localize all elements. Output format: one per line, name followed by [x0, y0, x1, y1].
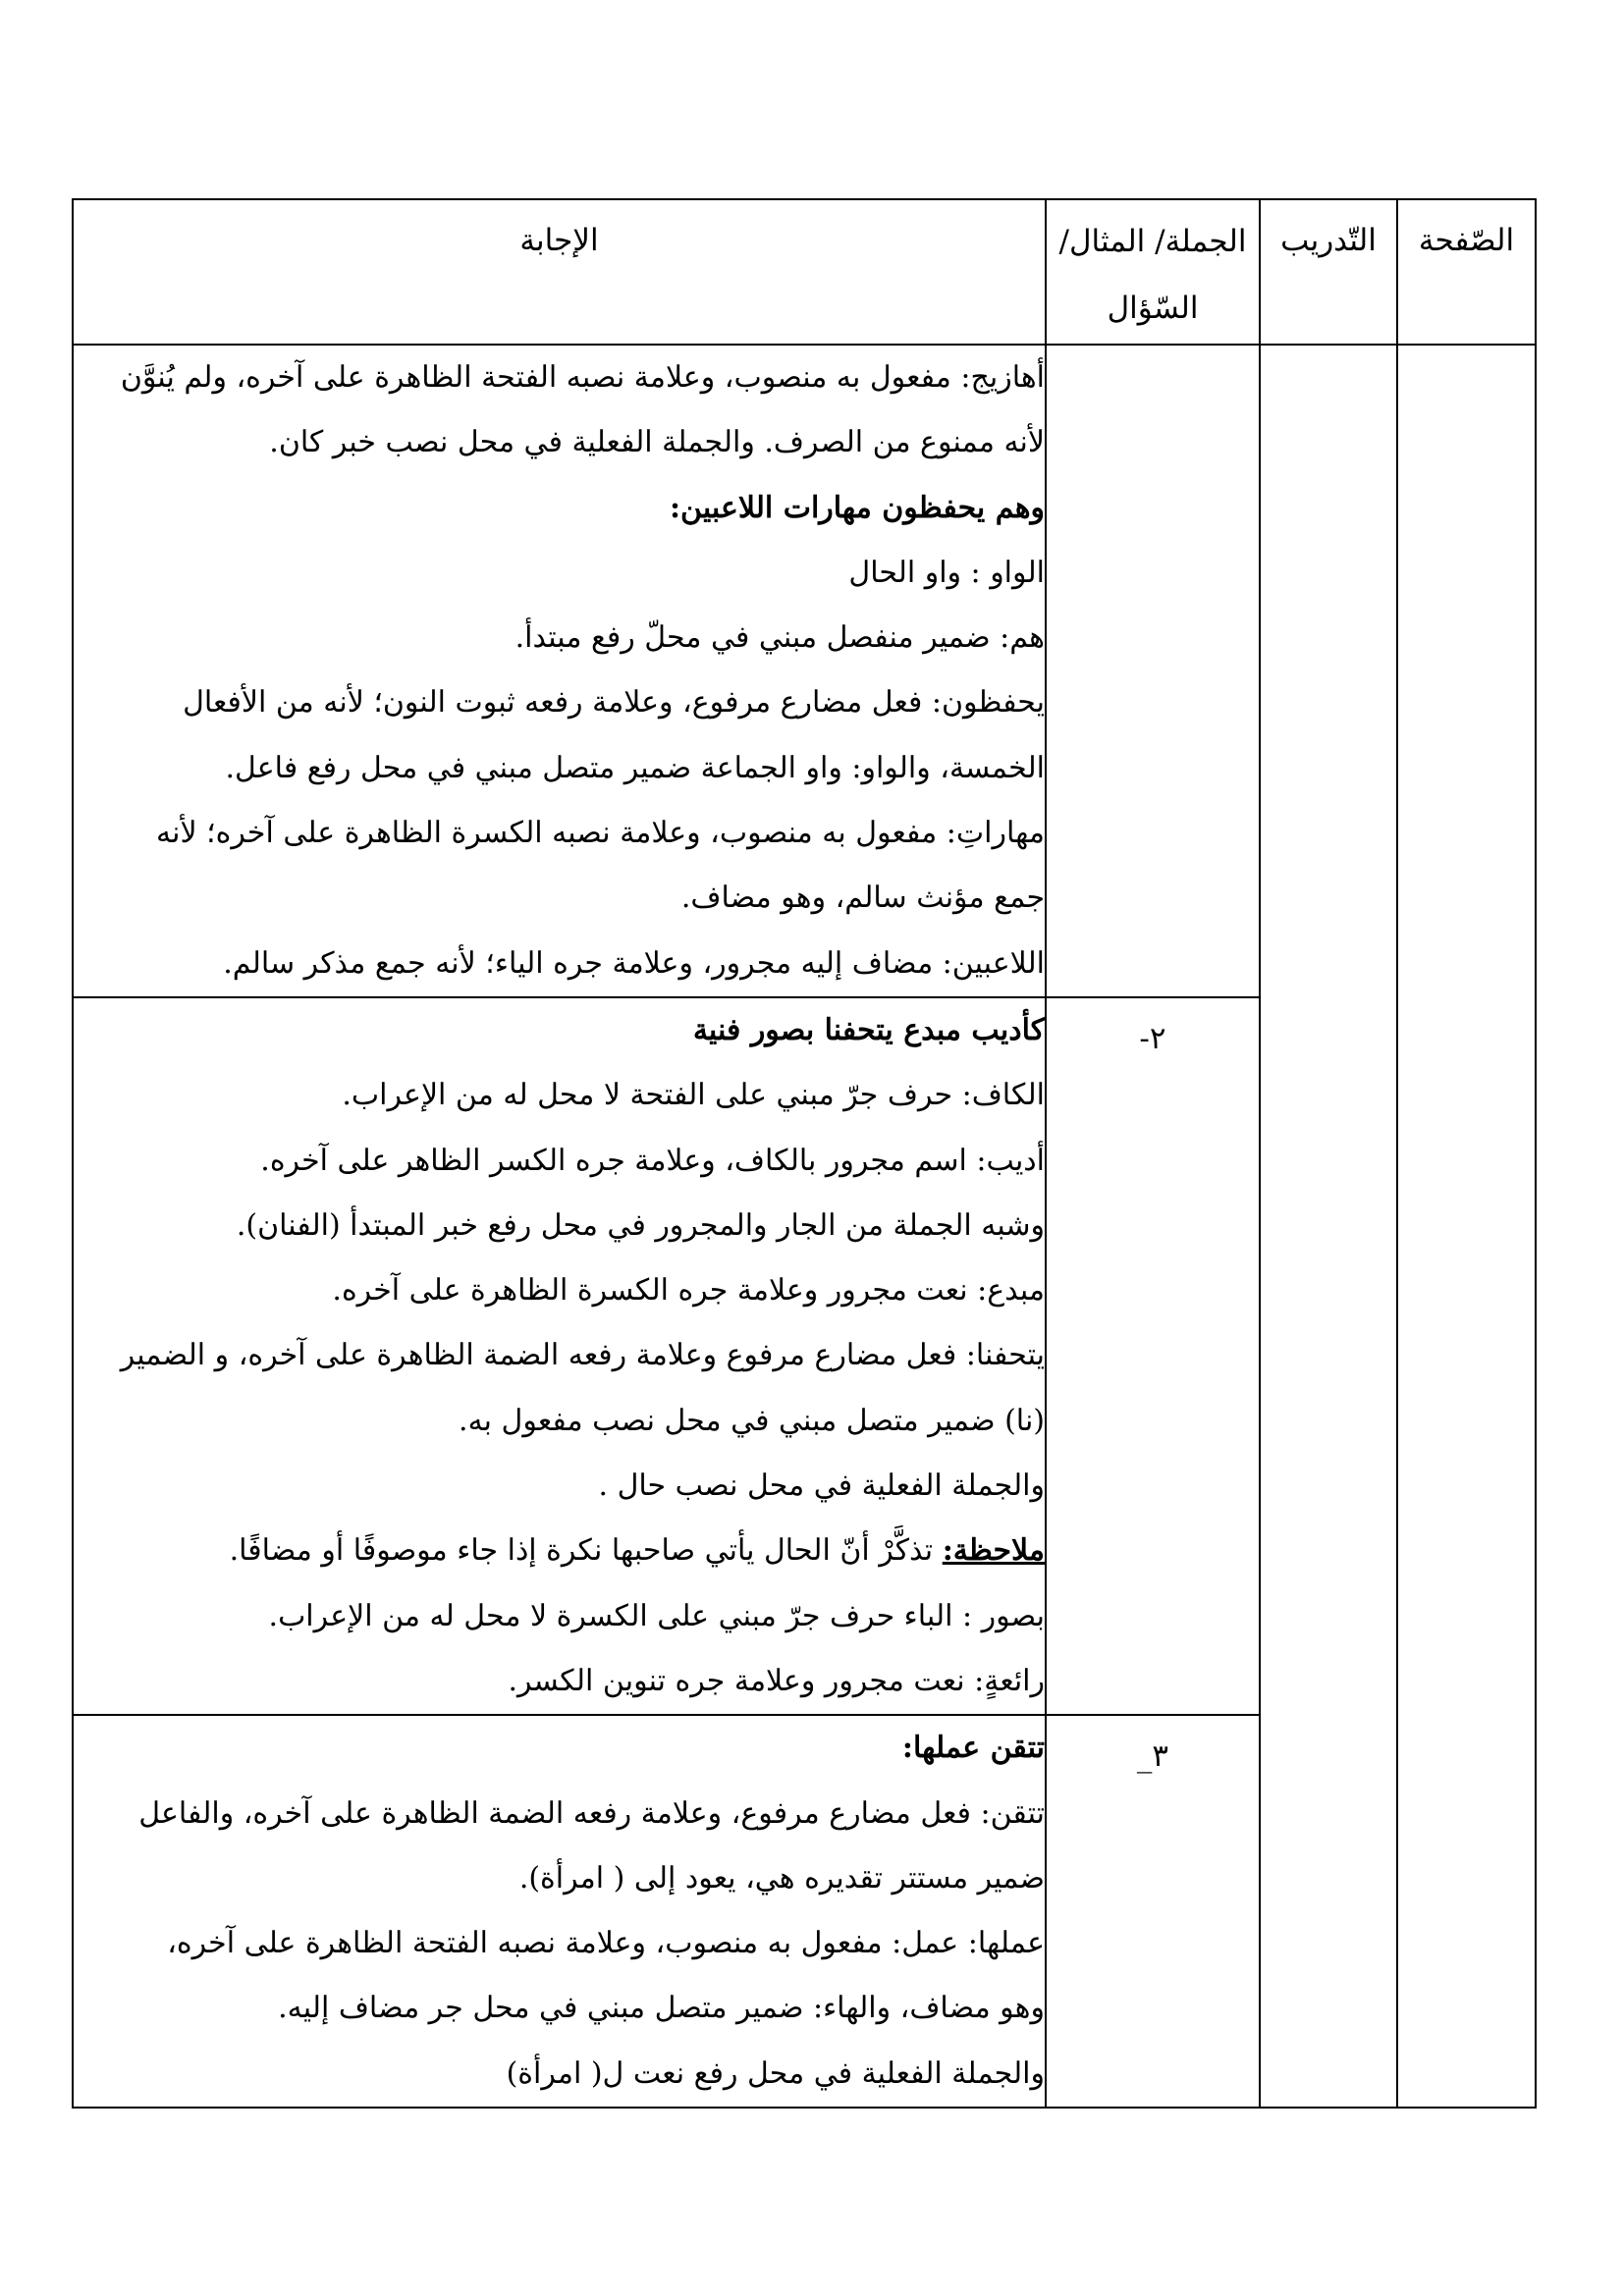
note-text: تذكَّرْ أنّ الحال يأتي صاحبها نكرة إذا جاء موصوفًا أو مضافًا. [229, 1533, 934, 1569]
answer-line [74, 1519, 1045, 1583]
answer-line: جمع مؤنث سالم، وهو مضاف. [680, 881, 1045, 916]
answer-line: يتحفنا: فعل مضارع مرفوع وعلامة رفعه الضمة الظاهرة على آخره، و الضمير [120, 1338, 1045, 1373]
question-number-cell [1046, 345, 1260, 997]
answer-line: وهم يحفظون مهارات اللاعبين: [669, 490, 1045, 525]
answer-line: مبدع: نعت مجرور وعلامة جره الكسرة الظاهرة على آخره. [332, 1273, 1045, 1308]
answer-line: أديب: اسم مجرور بالكاف، وعلامة جره الكسر الظاهر على آخره. [260, 1143, 1045, 1178]
question-number: ٣_ [1136, 1738, 1169, 1775]
question-number: ٢- [1139, 1020, 1166, 1056]
answer-line: بصور : الباء حرف جرّ مبني على الكسرة لا محل له من الإعراب. [268, 1598, 1045, 1633]
question-number [1047, 346, 1259, 353]
answer-line: تتقن: فعل مضارع مرفوع، وعلامة رفعه الضمة الظاهرة على آخره، والفاعل [138, 1795, 1045, 1831]
answer-line: تتقن عملها: [901, 1731, 1045, 1766]
question-number-cell [1046, 1715, 1260, 2108]
answer-line: يحفظون: فعل مضارع مرفوع، وعلامة رفعه ثبوت النون؛ لأنه من الأفعال [183, 685, 1045, 721]
answer-line: عملها: عمل: مفعول به منصوب، وعلامة نصبه الفتحة الظاهرة على آخره، [167, 1926, 1045, 1961]
answer-line: أهازيج: مفعول به منصوب، وعلامة نصبه الفتحة الظاهرة على آخره، ولم يُنوَّن [120, 360, 1045, 395]
header-row [73, 199, 1536, 345]
answer-line: كأديب مبدع يتحفنا بصور فنية [692, 1012, 1045, 1047]
answer-line: هم: ضمير منفصل مبني في محلّ رفع مبتدأ. [514, 620, 1045, 656]
answer-cell [73, 1715, 1046, 2108]
question-number-cell [1046, 997, 1260, 1715]
header-sentence: الجملة/ المثال/السّؤال [1046, 199, 1260, 345]
answer-line: مهاراتِ: مفعول به منصوب، وعلامة نصبه الكسرة الظاهرة على آخره؛ لأنه [156, 816, 1045, 851]
table-row [73, 345, 1536, 997]
header-page: الصّفحة [1397, 199, 1536, 345]
header-answer: الإجابة [73, 199, 1046, 345]
answer-line: (نا) ضمير متصل مبني في محل نصب مفعول به. [459, 1403, 1045, 1438]
answer-line: والجملة الفعلية في محل نصب حال . [598, 1468, 1045, 1504]
answer-line: الخمسة، والواو: واو الجماعة ضمير متصل مبني في محل رفع فاعل. [225, 750, 1045, 785]
answer-line: ضمير مستتر تقديره هي، يعود إلى ( امرأة). [518, 1860, 1045, 1896]
page-column-cell [1397, 345, 1536, 2108]
answer-line: الكاف: حرف جرّ مبني على الفتحة لا محل له من الإعراب. [342, 1078, 1045, 1113]
answer-line: اللاعبين: مضاف إليه مجرور، وعلامة جره الياء؛ لأنه جمع مذكر سالم. [223, 945, 1045, 981]
answer-cell [73, 345, 1046, 997]
answers-table [72, 198, 1537, 2109]
answer-cell [73, 997, 1046, 1715]
answer-line: وهو مضاف، والهاء: ضمير متصل مبني في محل جر مضاف إليه. [278, 1991, 1045, 2026]
answer-line: الواو : واو الحال [848, 555, 1045, 590]
header-training: التّدريب [1260, 199, 1397, 345]
answer-line: لأنه ممنوع من الصرف. والجملة الفعلية في محل نصب خبر كان. [269, 425, 1045, 460]
answer-line: رائعةٍ: نعت مجرور وعلامة جره تنوين الكسر. [508, 1663, 1045, 1698]
note-label: ملاحظة: [942, 1533, 1045, 1569]
training-column-cell [1260, 345, 1397, 2108]
answer-line: والجملة الفعلية في محل رفع نعت ل( امرأة) [506, 2056, 1045, 2091]
answer-line: وشبه الجملة من الجار والمجرور في محل رفع خبر المبتدأ (الفنان). [236, 1207, 1045, 1243]
